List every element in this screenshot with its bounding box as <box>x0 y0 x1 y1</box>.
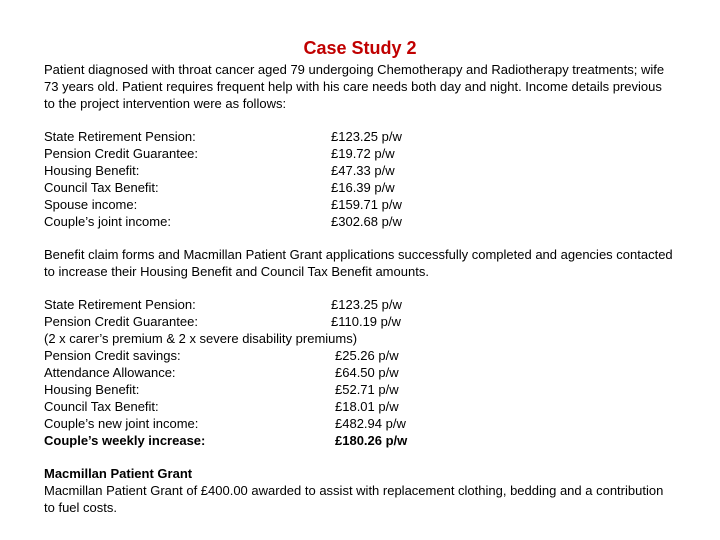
weekly-increase-label: Couple’s weekly increase: <box>44 433 206 448</box>
income-row <box>44 145 684 162</box>
income-row <box>44 162 684 179</box>
income-label: Housing Benefit: <box>44 382 140 397</box>
income-value: £16.39 p/w <box>331 180 395 195</box>
income-label: Pension Credit Guarantee: <box>44 314 198 329</box>
income-row <box>44 128 684 145</box>
income-row <box>44 179 684 196</box>
income-value: £64.50 p/w <box>335 365 399 380</box>
income-row <box>44 415 684 432</box>
intro-paragraph: Patient diagnosed with throat cancer aged 79 undergoing Chemotherapy and Radiotherapy treatments; wife 73 years old. Patient requires frequent help with his care needs both day and night. Income details previous to the project intervention were as follows: <box>44 62 665 111</box>
income-row <box>44 213 684 230</box>
income-row <box>44 398 684 415</box>
income-row <box>44 196 684 213</box>
income-label: Housing Benefit: <box>44 163 140 178</box>
premium-note-text: (2 x carer’s premium & 2 x severe disability premiums) <box>44 331 358 346</box>
income-row <box>44 296 684 313</box>
income-label: Couple’s joint income: <box>44 214 171 229</box>
income-value: £52.71 p/w <box>335 382 399 397</box>
income-label: Pension Credit Guarantee: <box>44 146 198 161</box>
weekly-increase-row <box>44 432 684 449</box>
income-value: £302.68 p/w <box>331 214 402 229</box>
income-label: Council Tax Benefit: <box>44 399 159 414</box>
income-label: Spouse income: <box>44 197 138 212</box>
income-label: State Retirement Pension: <box>44 129 196 144</box>
weekly-increase-value: £180.26 p/w <box>335 433 408 448</box>
income-row <box>44 381 684 398</box>
income-value: £19.72 p/w <box>331 146 395 161</box>
income-label: Couple’s new joint income: <box>44 416 199 431</box>
income-label: Pension Credit savings: <box>44 348 181 363</box>
grant-paragraph: Macmillan Patient Grant of £400.00 awarded to assist with replacement clothing, bedding and a contribution to fuel costs. <box>44 483 664 515</box>
income-value: £110.19 p/w <box>331 314 401 329</box>
intervention-paragraph: Benefit claim forms and Macmillan Patient Grant applications successfully completed and agencies contacted to increase their Housing Benefit and Council Tax Benefit amounts. <box>44 247 673 279</box>
grant-heading: Macmillan Patient Grant <box>44 466 193 481</box>
income-value: £482.94 p/w <box>335 416 406 431</box>
income-row <box>44 313 684 330</box>
income-value: £47.33 p/w <box>331 163 395 178</box>
income-row <box>44 364 684 381</box>
income-value: £123.25 p/w <box>331 129 402 144</box>
income-label: Council Tax Benefit: <box>44 180 159 195</box>
income-value: £159.71 p/w <box>331 197 402 212</box>
income-after-list <box>44 296 684 449</box>
page-title: Case Study 2 <box>303 38 417 58</box>
income-before-list <box>44 128 684 230</box>
income-value: £18.01 p/w <box>335 399 399 414</box>
income-label: Attendance Allowance: <box>44 365 176 380</box>
premium-note <box>44 330 684 347</box>
income-label: State Retirement Pension: <box>44 297 196 312</box>
income-row <box>44 347 684 364</box>
income-value: £25.26 p/w <box>335 348 399 363</box>
income-value: £123.25 p/w <box>331 297 402 312</box>
